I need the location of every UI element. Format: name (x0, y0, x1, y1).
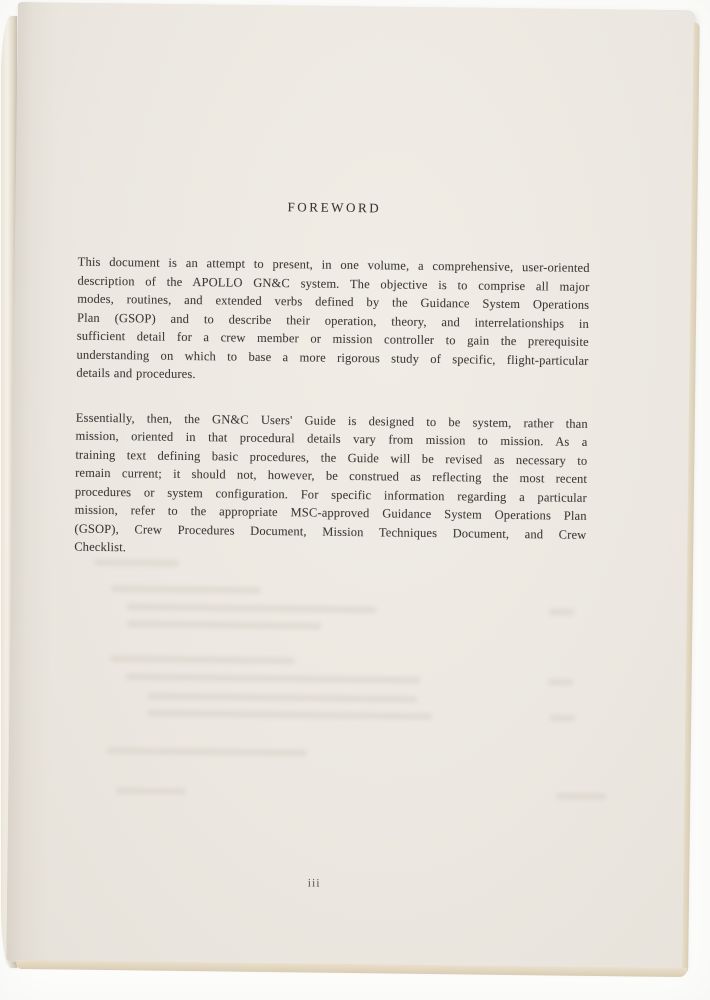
text-line: sufficient detail for a crew member or mission controller to gain the prerequisite (76, 328, 589, 349)
text-line: Checklist. (74, 539, 127, 555)
bleedthrough-line (110, 655, 295, 664)
bleedthrough-line (548, 608, 574, 615)
page-edge-bottom (16, 960, 687, 977)
bleedthrough-line (556, 793, 606, 801)
text-line: description of the APOLLO GN&C system. The objective is to comprise all major (77, 273, 590, 294)
text-line: training text defining basic procedures, the Guide will be revised as necessary to (75, 447, 588, 468)
text-line: This document is an attempt to present, in one volume, a comprehensive, user-oriented (77, 254, 590, 275)
bleedthrough-line (147, 693, 417, 703)
page-number: iii (307, 877, 321, 890)
foreword-title: FOREWORD (287, 199, 382, 216)
text-line: (GSOP), Crew Procedures Document, Mission Techniques Document, and Crew (74, 521, 587, 542)
bleedthrough-line (111, 585, 261, 594)
paragraph-2 (74, 408, 588, 562)
bleedthrough-line (147, 710, 432, 720)
bleedthrough-line (94, 559, 179, 567)
bleedthrough-line (126, 673, 421, 684)
page-content (74, 197, 591, 589)
bleedthrough-line (116, 787, 186, 795)
bleedthrough-line (548, 678, 574, 685)
text-line: understanding on which to base a more rigorous study of specific, flight-particular (76, 347, 589, 368)
text-line: mission, refer to the appropriate MSC-approved Guidance System Operations Plan (74, 502, 587, 523)
bleedthrough-line (549, 714, 575, 721)
book-page (6, 2, 696, 970)
bleedthrough-line (126, 603, 376, 613)
text-line: remain current; it should not, however, be construed as reflecting the most recent (75, 465, 588, 486)
bleedthrough-line (126, 620, 321, 629)
bleedthrough-line (107, 747, 307, 756)
text-line: Plan (GSOP) and to describe their operation, theory, and interrelationships in (76, 310, 590, 331)
text-line: modes, routines, and extended verbs defined by the Guidance System Operations (77, 291, 590, 312)
paragraph-1 (76, 253, 590, 389)
page-edge-right (682, 22, 700, 973)
text-line: procedures or system configuration. For specific information regarding a particular (74, 484, 587, 505)
text-line: mission, oriented in that procedural details vary from mission to mission. As a (75, 428, 588, 449)
text-line: Essentially, then, the GN&C Users' Guide is designed to be system, rather than (75, 410, 588, 431)
text-line: details and procedures. (76, 365, 196, 382)
bleedthrough-text (18, 2, 696, 10)
